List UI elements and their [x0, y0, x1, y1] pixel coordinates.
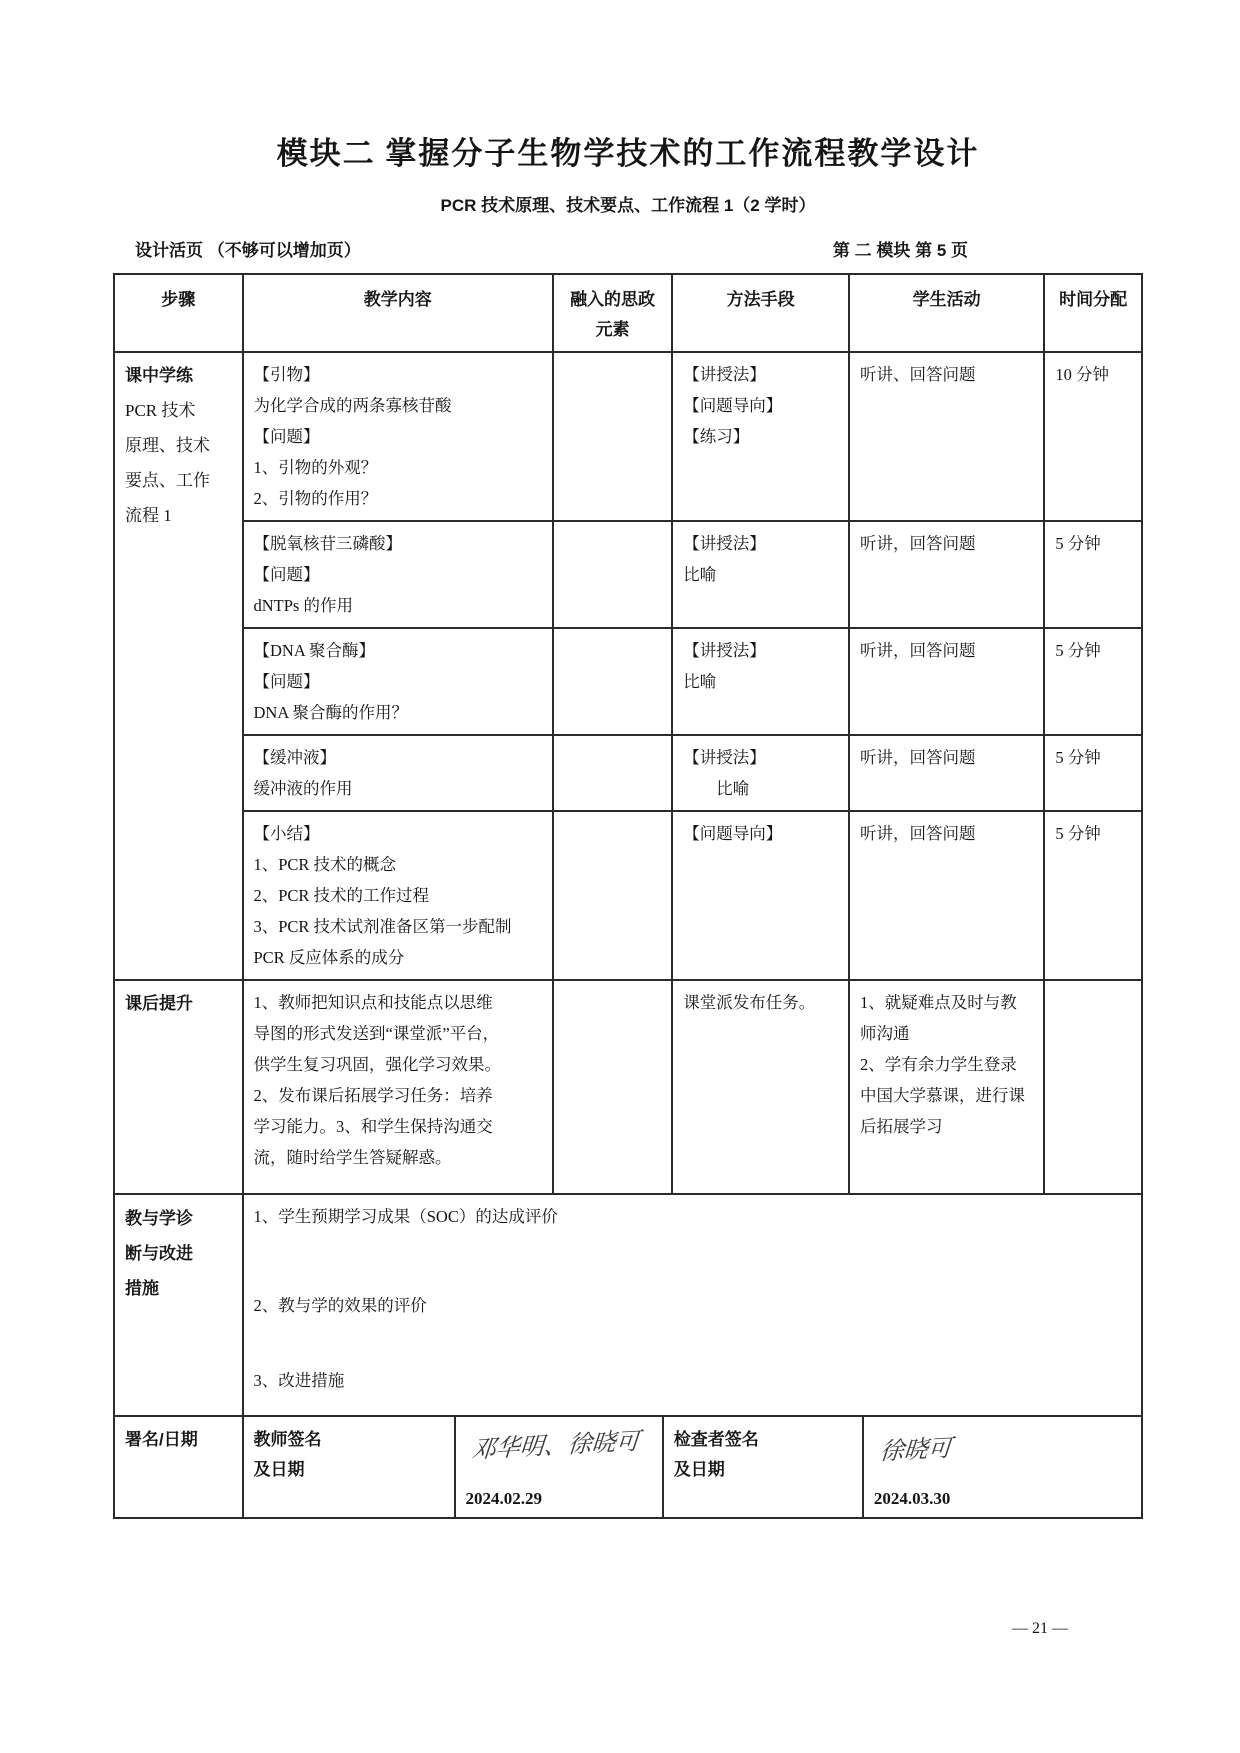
time-cell: 5 分钟 — [1044, 628, 1142, 735]
content-cell: 【引物】 为化学合成的两条寡核苷酸 【问题】 1、引物的外观？ 2、引物的作用？ — [243, 352, 553, 521]
signature-cells — [243, 1416, 1143, 1518]
time-cell: 5 分钟 — [1044, 521, 1142, 628]
step-title: 课后提升 — [125, 994, 193, 1013]
checker-signature-label: 检查者签名 及日期 — [662, 1417, 862, 1517]
module-page-label: 第 二 模块 第 5 页 — [832, 241, 968, 260]
lesson-design-table — [113, 273, 1143, 1519]
header-ideology-elements: 融入的思政 元素 — [553, 274, 672, 352]
step-title: 教与学诊 断与改进 措施 — [125, 1209, 193, 1298]
header-time-allocation: 时间分配 — [1044, 274, 1142, 352]
page-title: 模块二 掌握分子生物学技术的工作流程教学设计 — [276, 136, 980, 171]
diagnosis-item: 3、改进措施 — [253, 1371, 345, 1390]
methods-cell: 【讲授法】 比喻 — [672, 628, 849, 735]
content-cell: 【小结】 1、PCR 技术的概念 2、PCR 技术的工作过程 3、PCR 技术试剂准备区第一步配制 PCR 反应体系的成分 — [243, 811, 553, 980]
design-sheet-label: 设计活页 （不够可以增加页） — [135, 241, 361, 260]
table-row-after-class — [114, 980, 1142, 1194]
teacher-signature-date: 2024.02.29 — [465, 1489, 542, 1508]
ideology-cell — [553, 811, 672, 980]
diagnosis-item: 1、学生预期学习成果（SOC）的达成评价 — [253, 1207, 558, 1226]
header-teaching-content: 教学内容 — [243, 274, 553, 352]
signature-flex — [244, 1417, 1142, 1517]
checker-signature-date: 2024.03.30 — [873, 1489, 951, 1508]
ideology-cell — [553, 628, 672, 735]
activity-cell: 听讲，回答问题 — [849, 628, 1044, 735]
time-cell — [1044, 980, 1142, 1194]
content-cell: 【缓冲液】 缓冲液的作用 — [243, 735, 553, 811]
time-cell: 10 分钟 — [1044, 352, 1142, 521]
checker-signature-box — [862, 1417, 1141, 1517]
table-row-dna-polymerase — [114, 628, 1142, 735]
methods-cell: 课堂派发布任务。 — [672, 980, 849, 1194]
page-number: — 21 — — [1012, 1620, 1068, 1637]
step-subtitle: PCR 技术 原理、技术 要点、工作 流程 1 — [125, 401, 210, 525]
teacher-signature-handwriting: 邓华明、徐晓可 — [470, 1426, 641, 1464]
ideology-cell — [553, 735, 672, 811]
step-title: 署名/日期 — [125, 1430, 198, 1449]
diagnosis-cell — [243, 1194, 1143, 1416]
methods-cell: 【讲授法】 【问题导向】 【练习】 — [672, 352, 849, 521]
checker-signature-handwriting: 徐晓可 — [878, 1433, 953, 1466]
document-content — [113, 0, 1143, 1519]
step-cell-signature — [114, 1416, 243, 1518]
header-methods: 方法手段 — [672, 274, 849, 352]
step-title: 课中学练 — [125, 366, 193, 385]
table-row-buffer — [114, 735, 1142, 811]
page-subtitle: PCR 技术原理、技术要点、工作流程 1（2 学时） — [440, 196, 816, 215]
table-row-signature — [114, 1416, 1142, 1518]
content-cell: 1、教师把知识点和技能点以思维 导图的形式发送到“课堂派”平台， 供学生复习巩固，强化学习效果。 2、发布课后拓展学习任务：培养 学习能力。3、和学生保持沟通交 流，随时给学生答疑解惑。 — [243, 980, 553, 1194]
header-student-activity: 学生活动 — [849, 274, 1044, 352]
step-cell-diagnosis — [114, 1194, 243, 1416]
step-cell-in-class — [114, 352, 243, 980]
time-cell: 5 分钟 — [1044, 811, 1142, 980]
header-step: 步骤 — [114, 274, 243, 352]
table-row-summary — [114, 811, 1142, 980]
methods-cell: 【讲授法】 比喻 — [672, 735, 849, 811]
content-cell: 【脱氧核苷三磷酸】 【问题】 dNTPs 的作用 — [243, 521, 553, 628]
ideology-cell — [553, 352, 672, 521]
table-row-diagnosis — [114, 1194, 1142, 1416]
diagnosis-item: 2、教与学的效果的评价 — [253, 1296, 427, 1315]
activity-cell: 听讲，回答问题 — [849, 521, 1044, 628]
ideology-cell — [553, 521, 672, 628]
activity-cell: 听讲、回答问题 — [849, 352, 1044, 521]
content-cell: 【DNA 聚合酶】 【问题】 DNA 聚合酶的作用？ — [243, 628, 553, 735]
activity-cell: 听讲，回答问题 — [849, 811, 1044, 980]
table-row-primer — [114, 352, 1142, 521]
table-header-row — [114, 274, 1142, 352]
teacher-signature-label: 教师签名 及日期 — [253, 1430, 322, 1479]
methods-cell: 【讲授法】 比喻 — [672, 521, 849, 628]
methods-cell: 【问题导向】 — [672, 811, 849, 980]
teacher-signature-box — [454, 1417, 662, 1517]
meta-row — [113, 236, 1143, 261]
step-cell-after-class — [114, 980, 243, 1194]
table-row-dntp — [114, 521, 1142, 628]
activity-cell: 听讲，回答问题 — [849, 735, 1044, 811]
ideology-cell — [553, 980, 672, 1194]
time-cell: 5 分钟 — [1044, 735, 1142, 811]
activity-cell: 1、就疑难点及时与教 师沟通 2、学有余力学生登录 中国大学慕课，进行课 后拓展学习 — [849, 980, 1044, 1194]
